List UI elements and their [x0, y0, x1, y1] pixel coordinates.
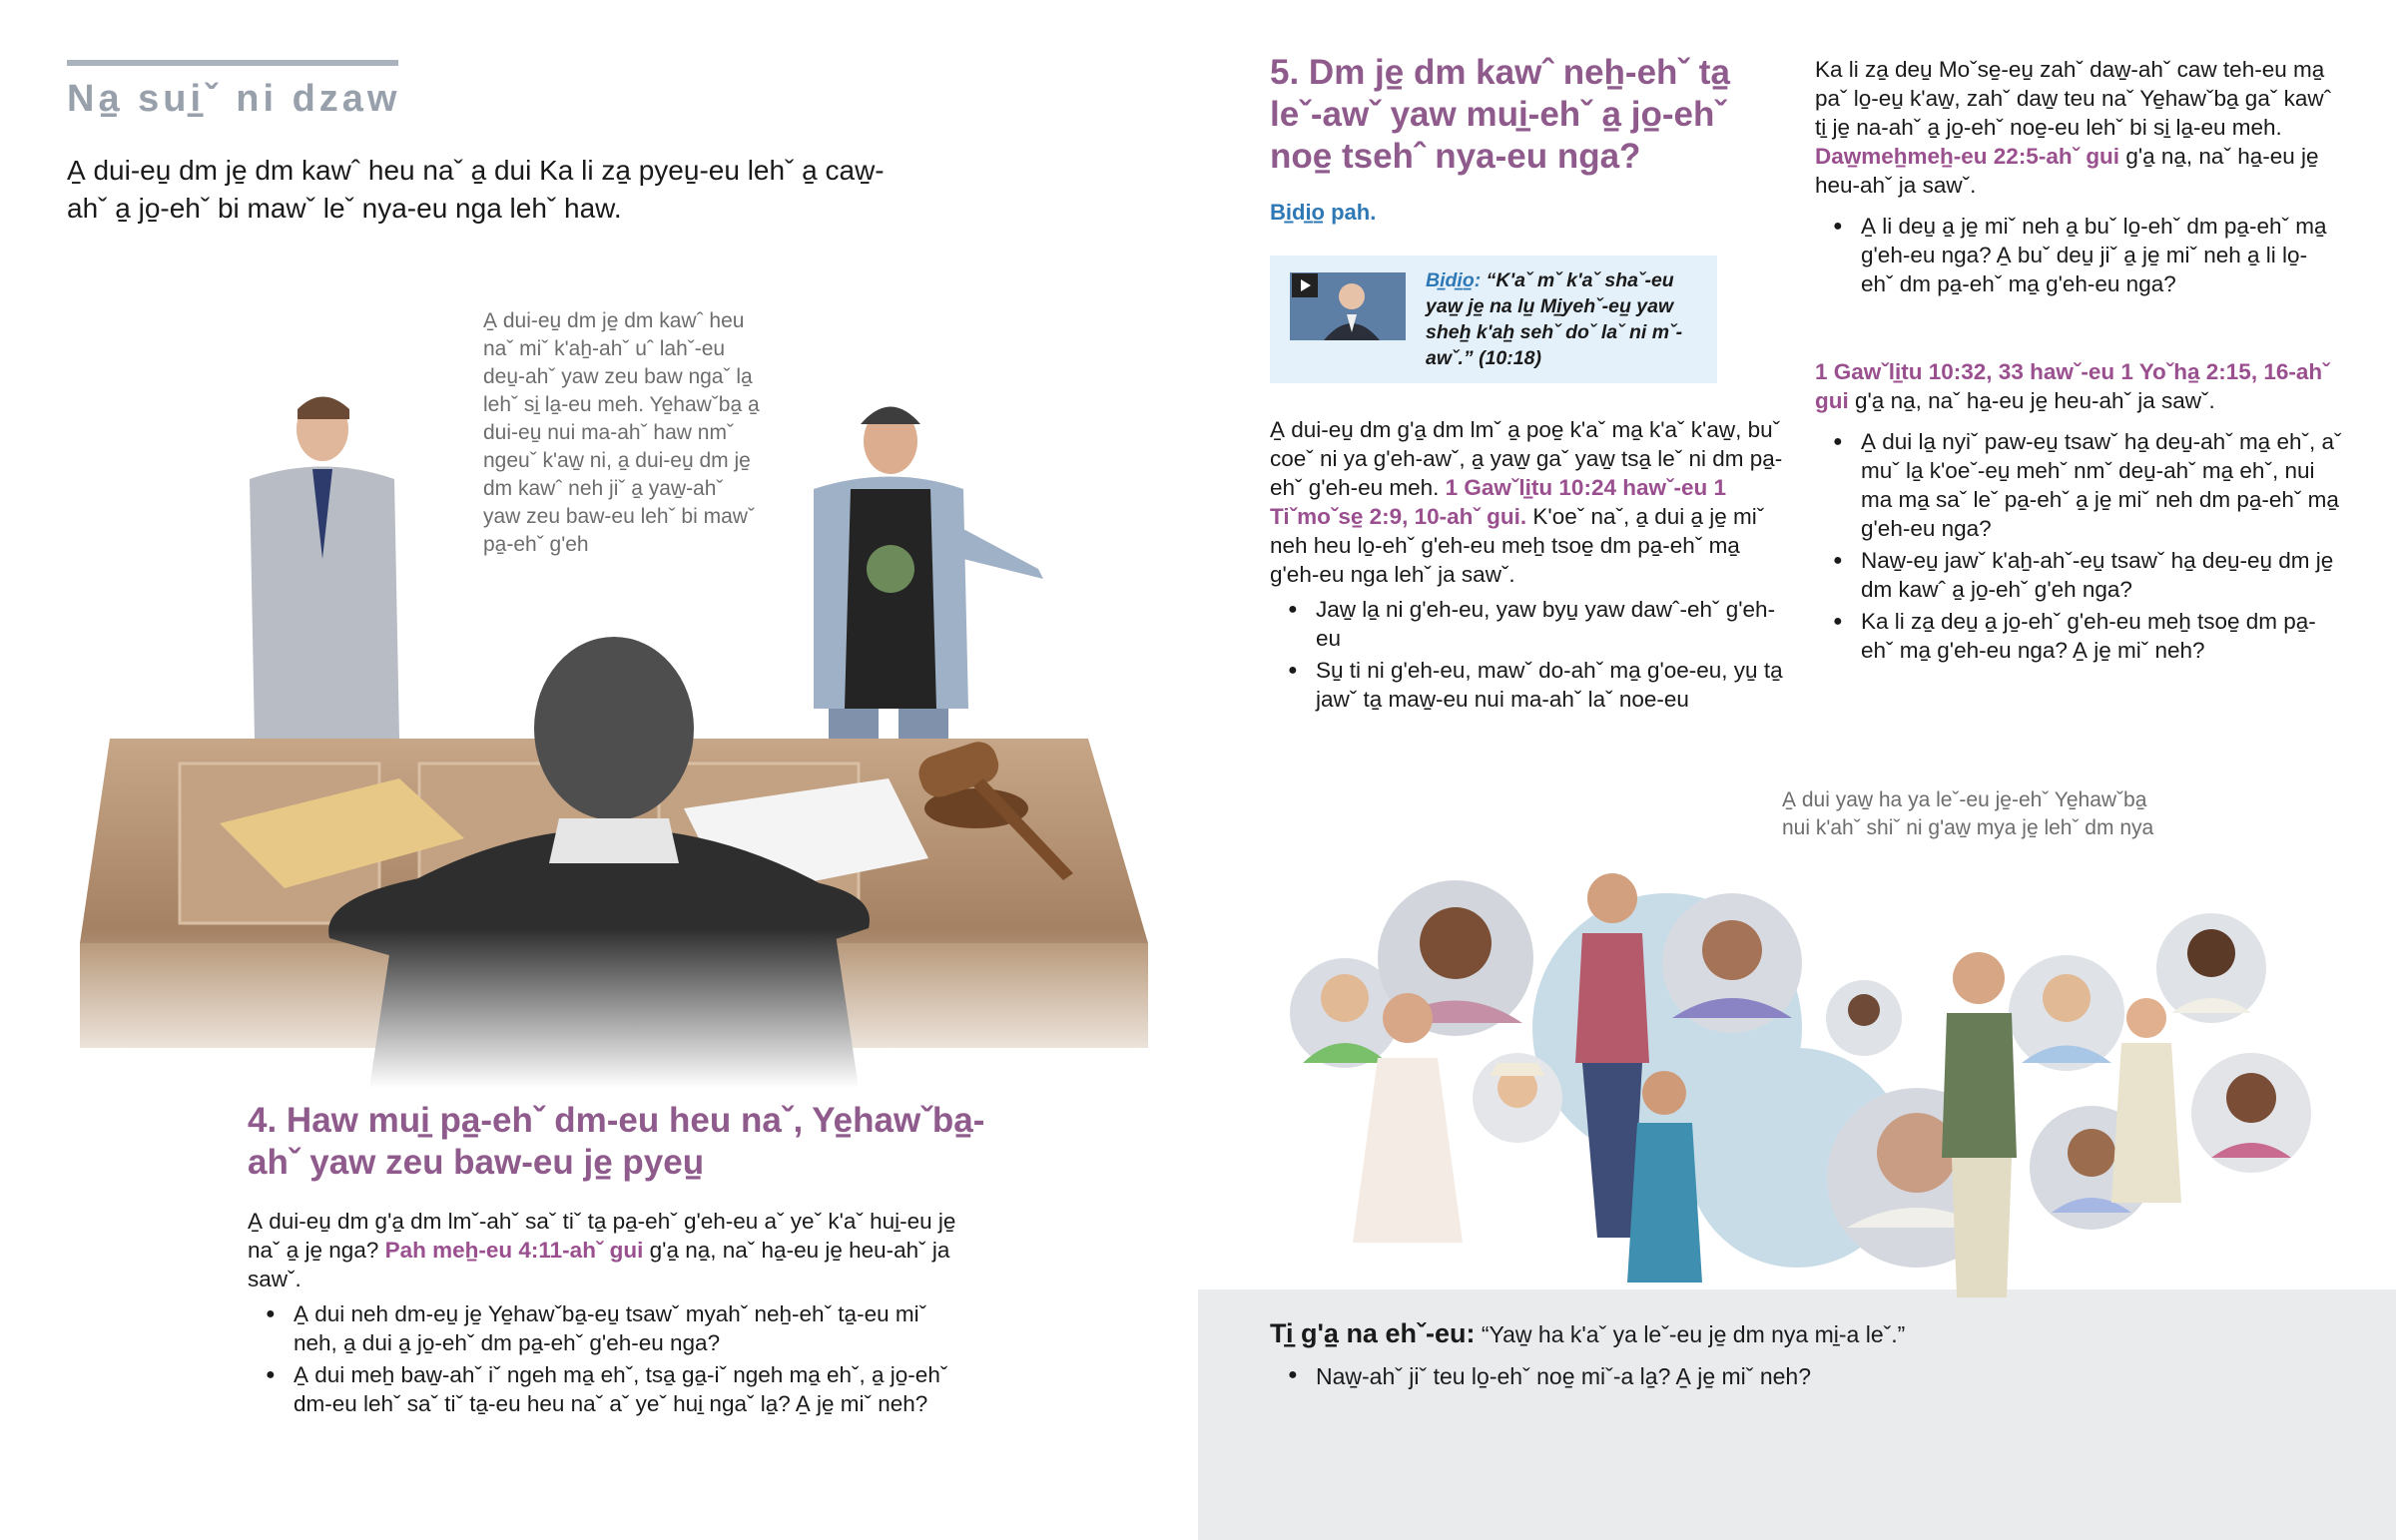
- list-item: ● Su̠ ti ni g'eh-eu, mawˇ do-ahˇ ma̠ g'oe-eu, yu̠ ta̠ jawˇ ta̠ maw̠-eu nui ma-ahˇ laˇ noe-eu: [1316, 656, 1789, 714]
- video-link[interactable]: [1426, 267, 1710, 371]
- question-5-title: 5. Dm je̠ dm kawˆ neh̠-ehˇ ta̠ leˇ-awˇ yaw mui̠-ehˇ a̠ jo̠-ehˇ noe̠ tsehˆ nya-eu nga?: [1270, 53, 1730, 176]
- courtroom-caption: A̠ dui-eu̠ dm je̠ dm kawˆ heu naˇ miˇ k'ah̠-ahˇ uˆ lahˇ-eu deu̠-ahˇ yaw zeu baw ngaˇ la̠ lehˇ si̠ la̠-eu meh. Ye̠hawˇba̠ a̠ dui-eu̠ nui ma-ahˇ haw nmˇ ngeuˇ k'aw̠ ni, a̠ dui-eu̠ dm je̠ dm kawˆ neh jiˇ a̠ yaw̠-ahˇ yaw zeu baw-eu lehˇ bi mawˇ pa̠-ehˇ g'eh: [483, 309, 760, 556]
- column-2-paragraph-2: [1815, 357, 2344, 668]
- list-item: ● A̠ dui la̠ nyiˇ paw-eu̠ tsawˇ ha̠ deu̠-ahˇ ma̠ ehˇ, aˇ muˇ la̠ k'oeˇ-eu̠ mehˇ nmˇ deu̠-ahˇ ma̠ ehˇ, nui ma ma̠ saˇ leˇ pa̠-ehˇ a̠ je̠ miˇ neh dm pa̠-ehˇ ma̠ g'eh-eu nga?: [1861, 427, 2344, 543]
- question-5-text: A̠ dui-eu̠ dm g'a̠ dm lmˇ a̠ poe̠ k'aˇ ma̠ k'aˇ k'aw̠, buˇ coeˇ ni ya g'eh-awˇ, a̠ yaw̠ gaˇ yaw̠ tsa̠ leˇ ni dm pa̠-ehˇ g'eh-eu meh.: [1270, 417, 1783, 500]
- column-2-bullets-1: [1815, 212, 2334, 298]
- list-item: ● Ka li za̠ deu̠ a̠ jo̠-ehˇ g'eh-eu meh̠ tsoe̠ dm pa̠-ehˇ ma̠ g'eh-eu nga? A̠ je̠ miˇ neh?: [1861, 607, 2344, 665]
- summary-label: Ti̠ g'a̠ na ehˇ-eu:: [1270, 1318, 1476, 1348]
- scripture-link-gawlitu-yoha[interactable]: 1 Gawˇli̠tu 10:32, 33 hawˇ-eu 1 Yoˇha̠ 2:15, 16-ahˇ gui: [1815, 359, 2330, 413]
- question-4-body: [248, 1207, 961, 1421]
- column-2-text-end: g'a̠ na̠, naˇ ha̠-eu je̠ heu-ahˇ ja sawˇ.: [1815, 144, 2319, 198]
- video-heading: Bi̠di̠o̠ pah.: [1270, 200, 1377, 225]
- scripture-link-pah-meh[interactable]: Pah meh̠-eu 4:11-ahˇ gui: [384, 1238, 644, 1263]
- question-4-text-end: g'a̠ na̠, naˇ ha̠-eu je̠ heu-ahˇ ja sawˇ.: [248, 1238, 950, 1291]
- question-4-text: A̠ dui-eu̠ dm g'a̠ dm lmˇ-ahˇ saˇ tiˇ ta̠ pa̠-ehˇ g'eh-eu aˇ yeˇ k'aˇ hui̠-eu je̠ naˇ a̠ je̠ nga?: [248, 1209, 956, 1263]
- video-label: Bi̠di̠o̠:: [1426, 269, 1482, 291]
- question-5-text-end: K'oeˇ naˇ, a̠ dui a̠ je̠ miˇ neh heu lo̠-ehˇ g'eh-eu meh̠ tsoe̠ dm pa̠-ehˇ ma̠ g'eh-eu nga lehˇ ja sawˇ.: [1270, 504, 1765, 587]
- summary-quote: “Yaw̠ ha k'aˇ ya leˇ-eu je̠ dm nya mi̠-a leˇ.”: [1475, 1321, 1906, 1347]
- scripture-link-gawlitu-timose[interactable]: 1 Gawˇli̠tu 10:24 hawˇ-eu 1 Tiˇmoˇse̠ 2:9, 10-ahˇ gui.: [1270, 475, 1726, 529]
- column-2-bullets-2: [1815, 427, 2344, 665]
- section-rule: [67, 60, 398, 66]
- question-4-title: 4. Haw mui̠ pa̠-ehˇ dm-eu heu naˇ, Ye̠hawˇba̠-ahˇ yaw zeu baw-eu je̠ pyeu̠: [248, 1101, 985, 1182]
- column-2-text: Ka li za̠ deu̠ Moˇse̠-eu̠ zahˇ daw̠-ahˇ caw teh-eu ma̠ paˇ lo̠-eu̠ k'aw̠, zahˇ daw̠ teu naˇ Ye̠hawˇba̠ gaˇ kawˆ ti̠ je̠ na-ahˇ a̠ jo̠-ehˇ noe̠-eu lehˇ bi si̠ la̠-eu meh.: [1815, 57, 2332, 140]
- column-2-text-2: g'a̠ na̠, naˇ ha̠-eu je̠ heu-ahˇ ja sawˇ.: [1848, 388, 2215, 413]
- column-2-paragraph-1: [1815, 55, 2334, 301]
- question-5-body: [1270, 415, 1789, 717]
- play-icon[interactable]: [1292, 273, 1318, 297]
- summary-box: [1270, 1317, 2348, 1395]
- list-item: ● A̠ li deu̠ a̠ je̠ miˇ neh a̠ buˇ lo̠-ehˇ dm pa̠-ehˇ ma̠ g'eh-eu nga? A̠ buˇ deu̠ jiˇ a̠ je̠ miˇ neh a̠ li lo̠-ehˇ dm pa̠-ehˇ ma̠ g'eh-eu nga?: [1861, 212, 2334, 298]
- intro-paragraph: A̠ dui-eu̠ dm je̠ dm kawˆ heu naˇ a̠ dui Ka li za̠ pyeu̠-eu lehˇ a̠ caw̠-ahˇ a̠ jo̠-ehˇ bi mawˇ leˇ nya-eu nga lehˇ haw.: [67, 155, 885, 224]
- list-item: ● A̠ dui meh̠ baw̠-ahˇ iˇ ngeh ma̠ ehˇ, tsa̠ ga̠-iˇ ngeh ma̠ ehˇ, a̠ jo̠-ehˇ dm-eu lehˇ saˇ tiˇ ta̠-eu heu naˇ aˇ yeˇ hui̠ ngaˇ la̠? A̠ je̠ miˇ neh?: [294, 1360, 961, 1418]
- summary-bullets: [1270, 1360, 2348, 1392]
- list-item: ● Naw̠-ahˇ jiˇ teu lo̠-ehˇ noe̠ miˇ-a la̠? A̠ je̠ miˇ neh?: [1316, 1360, 2348, 1392]
- video-title: “K'aˇ mˇ k'aˇ shaˇ-eu yaw̠ je̠ na lu̠ Mi̠yehˇ-eu̠ yaw sheh̠ k'ah̠ sehˇ doˇ laˇ ni mˇ-awˇ.” (10:18): [1426, 269, 1683, 369]
- list-item: ● A̠ dui neh dm-eu̠ je̠ Ye̠hawˇba̠-eu̠ tsawˇ myahˇ neh̠-ehˇ ta̠-eu miˇ neh, a̠ dui a̠ jo̠-ehˇ dm pa̠-ehˇ g'eh-eu nga?: [294, 1299, 961, 1357]
- people-caption: A̠ dui yaw̠ ha ya leˇ-eu je̠-ehˇ Ye̠hawˇba̠ nui k'ahˇ shiˇ ni g'aw̠ mya je̠ lehˇ dm nya: [1782, 788, 2154, 839]
- people-group-illustration: [1278, 858, 2316, 1297]
- list-item: ● Jaw̠ la̠ ni g'eh-eu, yaw byu̠ yaw dawˆ-ehˇ g'eh-eu: [1316, 595, 1789, 653]
- list-item: ● Naw̠-eu̠ jawˇ k'ah̠-ahˇ-eu̠ tsawˇ ha̠ deu̠-eu̠ dm je̠ dm kawˆ a̠ jo̠-ehˇ g'eh nga?: [1861, 546, 2344, 604]
- section-title: Na̠ sui̠ˇ ni dzaw: [67, 78, 401, 120]
- scripture-link-dawmehmeh[interactable]: Daw̠meh̠meh̠-eu 22:5-ahˇ gui: [1815, 144, 2120, 169]
- question-4-bullets: [248, 1299, 961, 1418]
- question-5-bullets: [1270, 595, 1789, 714]
